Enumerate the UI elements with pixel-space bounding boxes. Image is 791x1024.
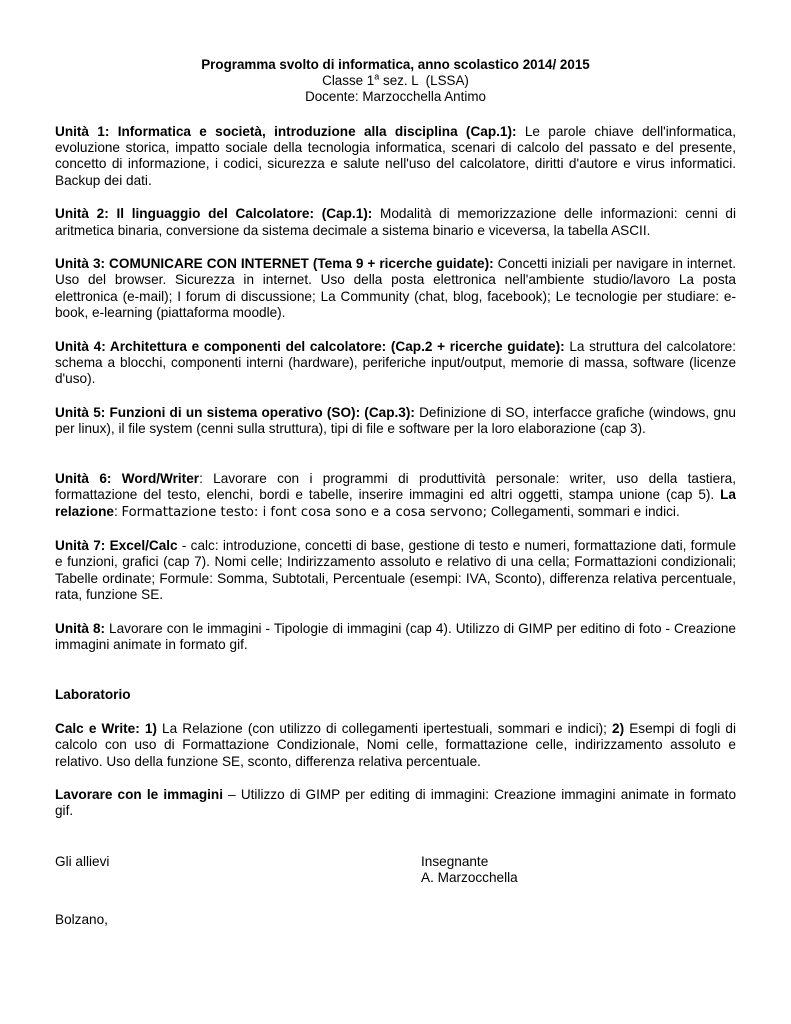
- lab-heading: Laboratorio: [55, 687, 131, 703]
- signature-block: [55, 854, 736, 888]
- unit-8: [55, 621, 736, 654]
- unit-3: [55, 256, 736, 322]
- lab-calc-write: Calc e Write: 1) La Relazione (con utilizzo di collegamenti ipertestuali, sommari e indici); 2) Esempi di fogli di calcolo con uso di Formattazione Condizionale, Nomi celle, formattazione celle, indirizzamento assoluto e relativo. Uso della funzione SE, sconto, differenza relativa percentuale.: [55, 720, 736, 769]
- unit-5: [55, 405, 736, 438]
- lab-images: Lavorare con le immagini – Utilizzo di GIMP per editing di immagini: Creazione immagini animate in formato gif.: [55, 786, 737, 819]
- unit-6-title: Unità 6: Word/Writer: [55, 470, 200, 486]
- unit-2: [55, 206, 736, 239]
- unit-6: Unità 6: Word/Writer: Lavorare con i programmi di produttività personale: writer, uso della tastiera, formattazione del testo, elenchi, bordi e tabelle, inserire immagini ed altri oggetti, stampa unione (cap 5). La relazione: Formattazione testo: i font cosa sono e a cosa servono; Collegamenti, sommari e indici.: [55, 470, 736, 520]
- unit-1: [55, 124, 736, 190]
- unit-4-title: Unità 4: Architettura e componenti del calcolatore: (Cap.2 + ricerche guidate):: [55, 338, 565, 354]
- unit-6-mono-text: Formattazione testo: i font cosa sono e a cosa servono;: [121, 504, 488, 520]
- unit-8-text: Lavorare con le immagini - Tipologie di immagini (cap 4). Utilizzo di GIMP per editino di foto - Creazione immagini animate in formato gif.: [55, 620, 736, 652]
- unit-4-text: La struttura del calcolatore: schema a blocchi, componenti interni (hardware), periferiche input/output, memorie di massa, software (licenze d'uso).: [55, 338, 737, 387]
- unit-6-relazione: La relazione: [55, 487, 736, 519]
- unit-3-text: Concetti iniziali per navigare in internet. Uso del browser. Sicurezza in internet. Uso della posta elettronica nell'ambiente studio/lavoro La posta elettronica (e-mail); I forum di discussione; La Community (chat, blog, facebook); Le tecnologie per studiare: e-book, e-learning (piattaforma moodle).: [55, 256, 736, 321]
- document-header: [55, 57, 736, 106]
- unit-2-text: Modalità di memorizzazione delle informazioni: cenni di aritmetica binaria, conversione da sistema decimale a sistema binario e viceversa, la tabella ASCII.: [55, 206, 736, 238]
- unit-5-title: Unità 5: Funzioni di un sistema operativo (SO): (Cap.3):: [55, 404, 415, 420]
- lab-images-title: Lavorare con le immagini: [55, 786, 224, 802]
- unit-4: [55, 339, 736, 388]
- unit-3-title: Unità 3: COMUNICARE CON INTERNET (Tema 9 + ricerche guidate):: [55, 256, 494, 272]
- unit-1-title: Unità 1: Informatica e società, introduzione alla disciplina (Cap.1):: [55, 123, 517, 139]
- teacher-signature: [421, 854, 518, 887]
- document-title: Programma svolto di informatica, anno scolastico 2014/ 2015: [201, 57, 590, 72]
- lab-calc-title: Calc e Write: 1): [55, 720, 157, 736]
- teacher-signature-label: Insegnante: [421, 853, 489, 869]
- unit-5-text: Definizione di SO, interfacce grafiche (windows, gnu per linux), il file system (cenni sulla struttura), tipi di file e software per la loro elaborazione (cap 3).: [55, 404, 736, 437]
- teacher-line: Docente: Marzocchella Antimo: [305, 89, 486, 105]
- unit-7: [55, 538, 736, 604]
- unit-2-title: Unità 2: Il linguaggio del Calcolatore: (Cap.1):: [55, 206, 373, 222]
- teacher-signature-name: A. Marzocchella: [421, 870, 518, 886]
- place-line: Bolzano,: [55, 911, 108, 927]
- students-label: Gli allievi: [55, 853, 110, 869]
- document-page: [55, 57, 736, 928]
- unit-7-title: Unità 7: Excel/Calc: [55, 537, 178, 553]
- unit-8-title: Unità 8:: [55, 620, 106, 636]
- class-line: Classe 1$^a$ sez. L (LSSA): [322, 71, 469, 89]
- unit-7-text: - calc: introduzione, concetti di base, gestione di testo e numeri, formattazione dati, formule e funzioni, grafici (cap 7). Nomi celle; Indirizzamento assoluto e relativo di una cella; Formattazioni condizionali; Tabelle ordinate; Formule: Somma, Subtotali, Percentuale (esempi: IVA, Sconto), differenza relativa percentuale, rata, funzione SE.: [55, 537, 737, 603]
- unit-1-text: Le parole chiave dell'informatica, evoluzione storica, impatto sociale della tecnologia informatica, scenari di calcolo del passato e del presente, concetto di informazione, i codici, sicurezza e salute nell'uso del calcolatore, diritti d'autore e virus informatici. Backup dei dati.: [55, 123, 737, 188]
